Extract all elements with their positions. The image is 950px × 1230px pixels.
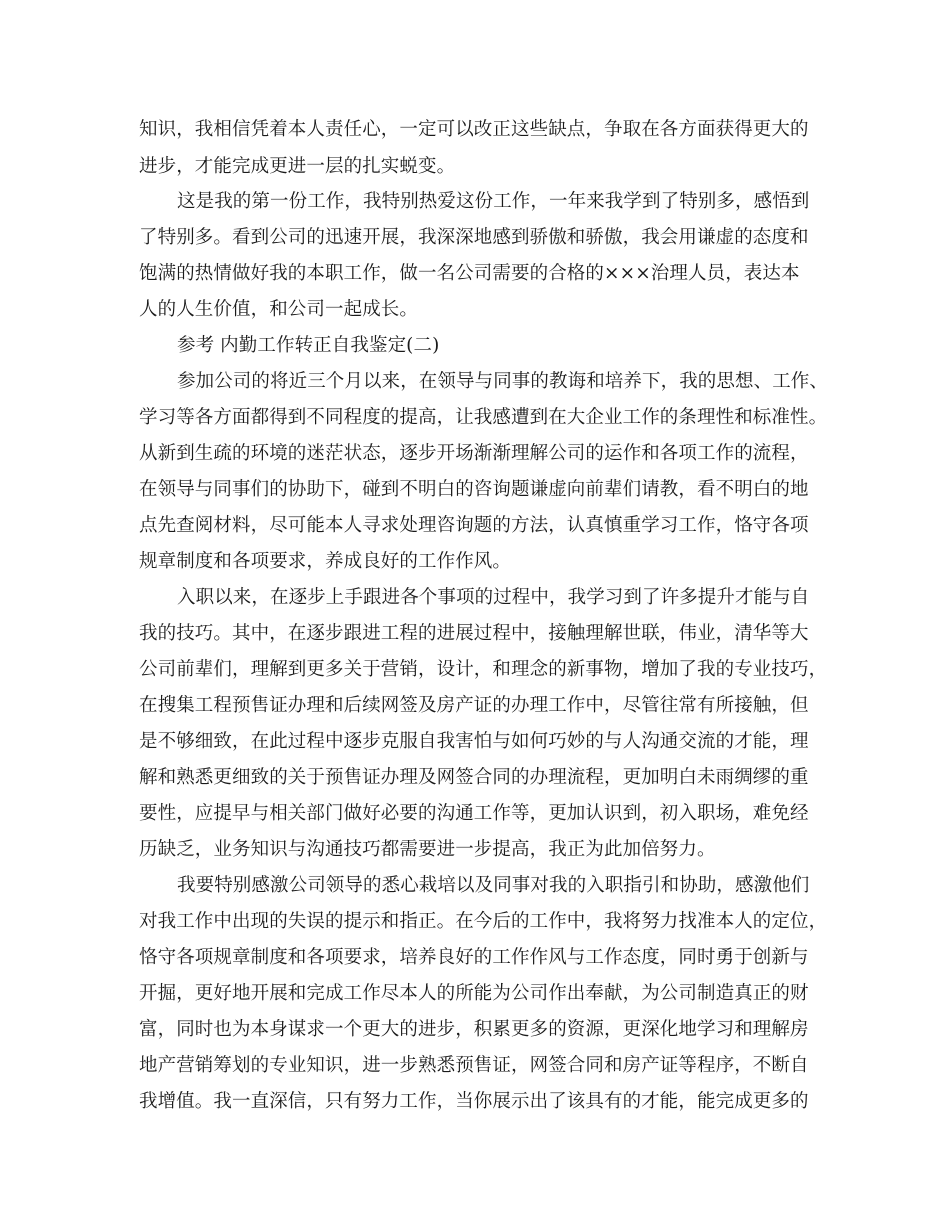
section-heading: 参考 内勤工作转正自我鉴定(二) xyxy=(177,335,440,356)
text-line: 我要特别感激公司领导的悉心栽培以及同事对我的入职指引和协助，感激他们 xyxy=(177,875,810,896)
text-line: 解和熟悉更细致的关于预售证办理及网签合同的办理流程，更加明白未雨绸缪的重 xyxy=(139,767,809,788)
text-line: 历缺乏，业务知识与沟通技巧都需要进一步提高，我正为此加倍努力。 xyxy=(139,839,716,860)
text-line: 参加公司的将近三个月以来，在领导与同事的教诲和培养下，我的思想、工作、 xyxy=(177,371,829,392)
text-line: 规章制度和各项要求，养成良好的工作作风。 xyxy=(139,551,512,572)
text-line: 地产营销筹划的专业知识，进一步熟悉预售证，网签合同和房产证等程序，不断自 xyxy=(139,1055,809,1076)
text-line: 饱满的热情做好我的本职工作，做一名公司需要的合格的×××治理人员，表达本 xyxy=(139,263,800,284)
text-line: 公司前辈们，理解到更多关于营销，设计，和理念的新事物，增加了我的专业技巧， xyxy=(139,659,828,680)
text-line: 入职以来，在逐步上手跟进各个事项的过程中，我学习到了许多提升才能与自 xyxy=(177,587,810,608)
text-line: 要性，应提早与相关部门做好必要的沟通工作等，更加认识到，初入职场，难免经 xyxy=(139,803,809,824)
text-line: 从新到生疏的环境的迷茫状态，逐步开场渐渐理解公司的运作和各项工作的流程， xyxy=(139,443,809,464)
text-line: 进步，才能完成更进一层的扎实蜕变。 xyxy=(139,156,456,177)
text-line: 点先查阅材料，尽可能本人寻求处理咨询题的方法，认真慎重学习工作，恪守各项 xyxy=(139,515,809,536)
text-line: 恪守各项规章制度和各项要求，培养良好的工作作风与工作态度，同时勇于创新与 xyxy=(139,947,809,968)
text-line: 人的人生价值，和公司一起成长。 xyxy=(139,299,419,320)
text-line: 开掘，更好地开展和完成工作尽本人的所能为公司作出奉献，为公司制造真正的财 xyxy=(139,983,809,1004)
text-line: 我的技巧。其中，在逐步跟进工程的进展过程中，接触理解世联，伟业，清华等大 xyxy=(139,623,809,644)
text-line: 这是我的第一份工作，我特别热爱这份工作，一年来我学到了特别多，感悟到 xyxy=(177,191,810,212)
text-line: 在搜集工程预售证办理和后续网签及房产证的办理工作中，尽管往常有所接触，但 xyxy=(139,695,809,716)
text-line: 是不够细致，在此过程中逐步克服自我害怕与如何巧妙的与人沟通交流的才能，理 xyxy=(139,731,809,752)
text-line: 在领导与同事们的协助下，碰到不明白的咨询题谦虚向前辈们请教，看不明白的地 xyxy=(139,479,809,500)
text-line: 我增值。我一直深信，只有努力工作，当你展示出了该具有的才能，能完成更多的 xyxy=(139,1091,809,1112)
text-line: 学习等各方面都得到不同程度的提高，让我感遭到在大企业工作的条理性和标准性。 xyxy=(139,407,828,428)
text-line: 对我工作中出现的失误的提示和指正。在今后的工作中，我将努力找准本人的定位， xyxy=(139,911,828,932)
text-line: 富，同时也为本身谋求一个更大的进步，积累更多的资源，更深化地学习和理解房 xyxy=(139,1019,809,1040)
text-line: 知识，我相信凭着本人责任心，一定可以改正这些缺点，争取在各方面获得更大的 xyxy=(139,119,809,140)
text-line: 了特别多。看到公司的迅速开展，我深深地感到骄傲和骄傲，我会用谦虚的态度和 xyxy=(139,227,809,248)
